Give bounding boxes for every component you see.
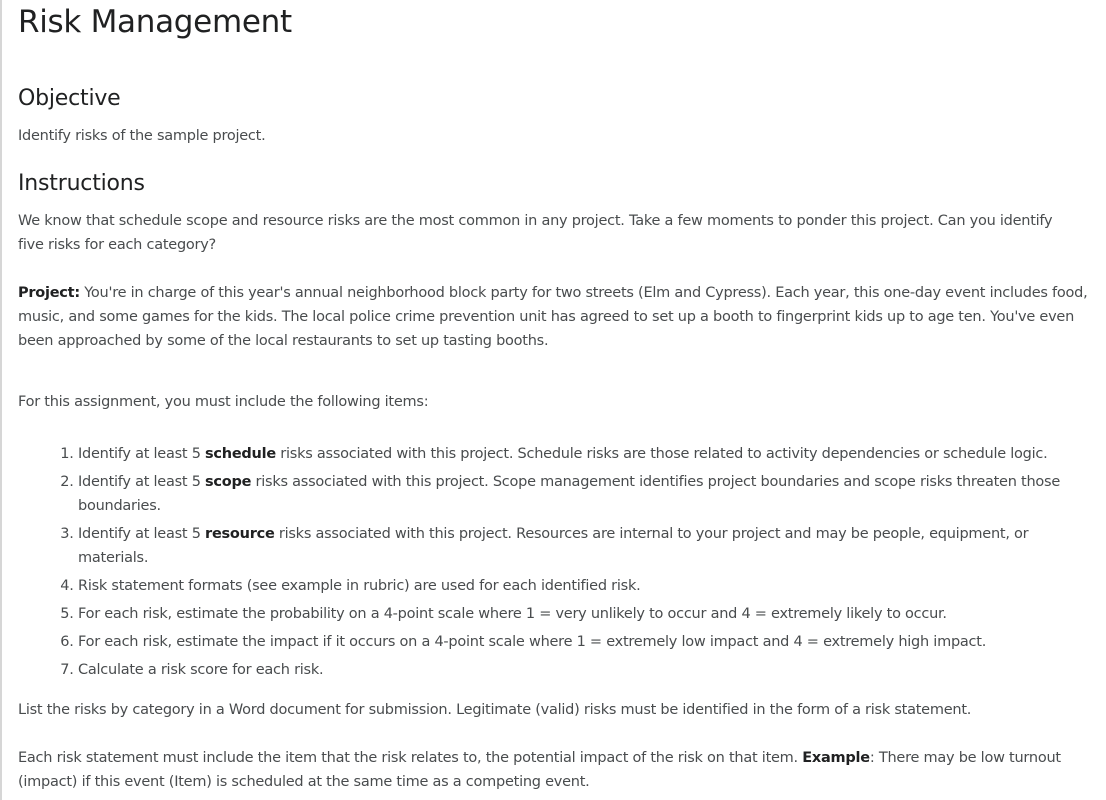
list-item: 2. Identify at least 5 scope risks associated with this project. Scope management identifies project boundaries and scope risks threaten those boundaries. <box>78 470 1088 518</box>
project-label: Project: <box>18 285 80 301</box>
list-item: 7. Calculate a risk score for each risk. <box>78 658 1088 682</box>
list-item: 1. Identify at least 5 schedule risks associated with this project. Schedule risks are those related to activity dependencies or schedule logic. <box>78 442 1088 466</box>
instructions-text: We know that schedule scope and resource risks are the most common in any project. Take a few moments to ponder this project. Can you identify five risks for each category? <box>18 213 1053 253</box>
objective-heading: Objective <box>18 86 121 111</box>
project-text: You're in charge of this year's annual neighborhood block party for two streets (Elm and Cypress). Each year, this one-day event includes food, music, and some games for the kids. The local police crime prevention unit has agreed to set up a booth to fingerprint kids up to age ten. You've even been approached by some of the local restaurants to set up tasting booths. <box>18 285 1088 349</box>
example-label: Example <box>802 750 870 766</box>
left-border <box>0 0 2 800</box>
instructions-heading: Instructions <box>18 171 145 196</box>
list-item: 6. For each risk, estimate the impact if it occurs on a 4-point scale where 1 = extremely low impact and 4 = extremely high impact. <box>78 630 1088 654</box>
project-description <box>18 281 1090 353</box>
list-instructions-text: List the risks by category in a Word document for submission. Legitimate (valid) risks must be identified in the form of a risk statement. <box>18 702 972 718</box>
list-item: 4. Risk statement formats (see example in rubric) are used for each identified risk. <box>78 574 1088 598</box>
list-item: 5. For each risk, estimate the probability on a 4-point scale where 1 = very unlikely to occur and 4 = extremely likely to occur. <box>78 602 1088 626</box>
page-title: Risk Management <box>18 4 292 40</box>
risk-statement-text: Each risk statement must include the item that the risk relates to, the potential impact of the risk on that item. Example: There may be low turnout (impact) if this event (Item) is scheduled at the same time as a competing event. <box>18 750 1061 790</box>
requirements-list <box>60 442 1088 686</box>
assignment-intro: For this assignment, you must include the following items: <box>18 394 429 410</box>
list-item: 3. Identify at least 5 resource risks associated with this project. Resources are internal to your project and may be people, equipment, or materials. <box>78 522 1088 570</box>
objective-text: Identify risks of the sample project. <box>18 128 266 144</box>
